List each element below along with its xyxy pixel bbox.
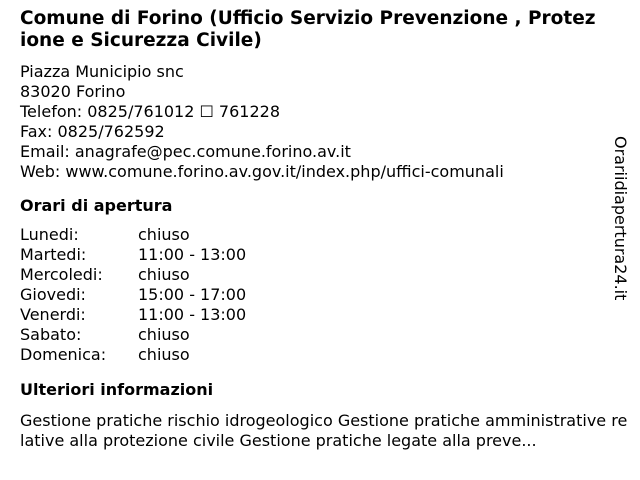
hours-row	[20, 305, 620, 325]
hours-row	[20, 245, 620, 265]
fax-number: Fax: 0825/762592	[20, 122, 165, 141]
day-label: Domenica:	[20, 345, 107, 364]
day-label: Martedi:	[20, 245, 87, 264]
contact-block	[20, 62, 620, 182]
hours-row	[20, 225, 620, 245]
time-value: chiuso	[138, 325, 190, 344]
day-label: Giovedi:	[20, 285, 86, 304]
time-value: chiuso	[138, 345, 190, 364]
hours-row	[20, 345, 620, 365]
day-label: Mercoledi:	[20, 265, 103, 284]
phone-number: Telefon: 0825/761012 ☐ 761228	[20, 102, 281, 121]
hours-row	[20, 325, 620, 345]
website-url: Web: www.comune.forino.av.gov.it/index.php/uffici-comunali	[20, 162, 504, 181]
opening-hours-table	[20, 225, 620, 365]
time-value: chiuso	[138, 225, 190, 244]
info-heading: Ulteriori informazioni	[20, 380, 214, 399]
side-watermark: Orariidiapertura24.it	[611, 136, 630, 301]
address-city: 83020 Forino	[20, 82, 126, 101]
hours-row	[20, 265, 620, 285]
time-value: 11:00 - 13:00	[138, 305, 247, 324]
hours-row	[20, 285, 620, 305]
hours-heading: Orari di apertura	[20, 196, 173, 215]
time-value: 11:00 - 13:00	[138, 245, 247, 264]
day-label: Sabato:	[20, 325, 82, 344]
time-value: chiuso	[138, 265, 190, 284]
day-label: Venerdi:	[20, 305, 86, 324]
address-street: Piazza Municipio snc	[20, 62, 184, 81]
page-title: Comune di Forino (Ufficio Servizio Prevenzione , Protezione e Sicurezza Civile)	[20, 8, 596, 51]
time-value: 15:00 - 17:00	[138, 285, 247, 304]
email-address: Email: anagrafe@pec.comune.forino.av.it	[20, 142, 351, 161]
info-description: Gestione pratiche rischio idrogeologico Gestione pratiche amministrative relative alla protezione civile Gestione pratiche legate alla preve...	[20, 411, 628, 450]
day-label: Lunedi:	[20, 225, 79, 244]
